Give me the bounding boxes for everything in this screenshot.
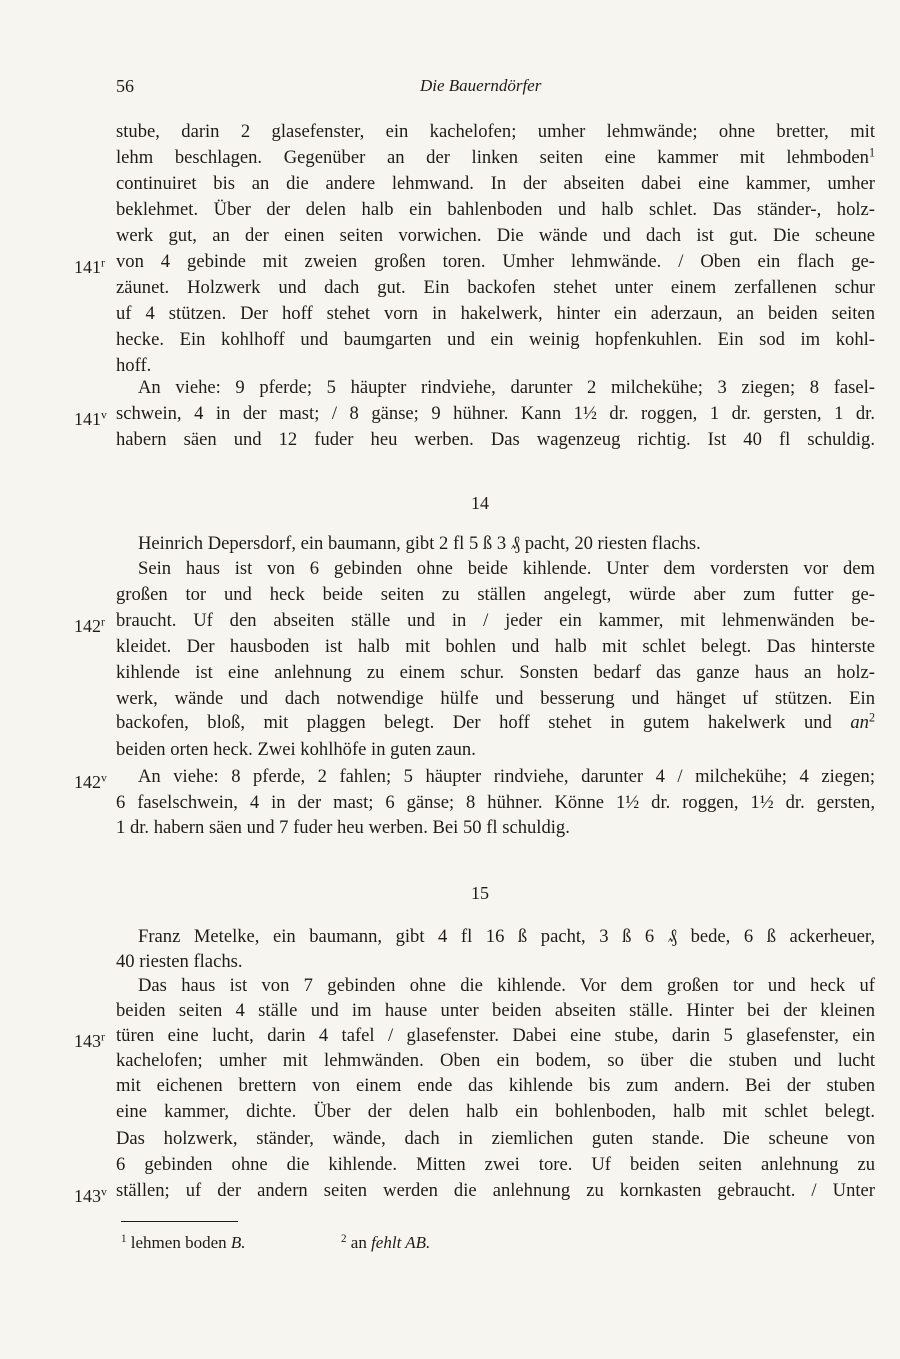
footnote-text: an <box>350 1233 367 1252</box>
text-line: von 4 gebinde mit zweien großen toren. Umher lehmwände. / Oben ein flach ge- <box>116 251 875 272</box>
text-line: türen eine lucht, darin 4 tafel / glasefenster. Dabei eine stube, darin 5 glasefenster, ein <box>116 1025 875 1046</box>
margin-note-143v <box>74 1184 116 1208</box>
margin-note-141v <box>74 407 116 431</box>
margin-note-text: 141 <box>74 257 101 277</box>
italic-word: an <box>850 712 869 733</box>
page-number: 56 <box>116 76 134 96</box>
text-line: großen tor und heck beide seiten zu ställen angelegt, würde aber zum futter ge- <box>116 584 875 605</box>
footnote-text: lehmen boden <box>130 1233 227 1252</box>
text-line: kachelofen; umher mit lehmwänden. Oben ein bodem, so über die stuben und lucht <box>116 1050 875 1071</box>
margin-note-text: 143 <box>74 1031 101 1051</box>
text-line: werk gut, an der einen seiten vorwichen. Die wände und dach ist gut. Die scheune <box>116 225 875 246</box>
margin-note-142r <box>74 614 116 638</box>
text-line: hoff. <box>116 355 152 376</box>
text-line: ställen; uf der andern seiten werden die anlehnung zu kornkasten gebraucht. / Unter <box>116 1180 875 1201</box>
text-line: Franz Metelke, ein baumann, gibt 4 fl 16 ß pacht, 3 ß 6 ₰ bede, 6 ß ackerheuer, <box>138 926 875 947</box>
text-line: beklehmet. Über der delen halb ein bahlenboden und halb schlet. Das ständer-, holz- <box>116 199 875 220</box>
text-line: An viehe: 8 pferde, 2 fahlen; 5 häupter rindviehe, darunter 4 / milchekühe; 4 ziegen; <box>138 766 875 787</box>
text-line: beiden orten heck. Zwei kohlhöfe in guten zaun. <box>116 739 476 760</box>
footnote-ref-1: 1 <box>868 145 875 160</box>
margin-note-sup: v <box>101 1185 107 1199</box>
text-line: hecke. Ein kohlhoff und baumgarten und ein weinig hopfenkuhlen. Ein sod im kohl- <box>116 329 875 350</box>
running-head: Die Bauerndörfer <box>420 76 542 95</box>
text-line: kihlende ist eine anlehnung zu einem schur. Sonsten bedarf das ganze haus an holz- <box>116 662 875 683</box>
text-line: zäunet. Holzwerk und dach gut. Ein backofen stehet unter einem zerfallenen schur <box>116 277 875 298</box>
text-line: schwein, 4 in der mast; / 8 gänse; 9 hühner. Kann 1½ dr. roggen, 1 dr. gersten, 1 dr. <box>116 403 875 424</box>
footnote-rule <box>121 1221 238 1222</box>
section-number-15: 15 <box>471 883 489 903</box>
margin-note-sup: r <box>101 615 105 629</box>
text-line: mit eichenen brettern von einem ende das kihlende bis zum andern. Bei der stuben <box>116 1075 875 1096</box>
text-line: 1 dr. habern säen und 7 fuder heu werben. Bei 50 fl schuldig. <box>116 817 570 838</box>
text-line-content: backofen, bloß, mit plaggen belegt. Der hoff stehet in gutem hakelwerk und <box>116 712 832 733</box>
text-line: kleidet. Der hausboden ist halb mit bohlen und halb mit schlet belegt. Das hinterste <box>116 636 875 657</box>
text-line: werk, wände und dach notwendige hülfe und besserung und hänget uf stützen. Ein <box>116 688 875 709</box>
text-line: Sein haus ist von 6 gebinden ohne beide kihlende. Unter dem vordersten vor dem <box>138 558 875 579</box>
text-line <box>116 710 875 736</box>
margin-note-text: 143 <box>74 1186 101 1206</box>
margin-note-sup: v <box>101 771 107 785</box>
text-line: continuiret bis an die andere lehmwand. In der abseiten dabei eine kammer, umher <box>116 173 875 194</box>
margin-note-142v <box>74 770 116 794</box>
footnote-italic: B. <box>230 1233 246 1252</box>
margin-note-141r <box>74 255 116 279</box>
margin-note-text: 142 <box>74 772 101 792</box>
margin-note-sup: r <box>101 256 105 270</box>
footnote-mark: 1 <box>121 1232 127 1245</box>
margin-note-text: 142 <box>74 616 101 636</box>
text-line: Heinrich Depersdorf, ein baumann, gibt 2 fl 5 ß 3 ₰ pacht, 20 riesten flachs. <box>138 533 701 554</box>
text-line: beiden seiten 4 ställe und im hause unter beiden abseiten ställe. Hinter bei der kleinen <box>116 1000 875 1021</box>
text-line: uf 4 stützen. Der hoff stehet vorn in hakelwerk, hinter ein aderzaun, an beiden seiten <box>116 303 875 324</box>
text-line: 6 gebinden ohne die kihlende. Mitten zwei tore. Uf beiden seiten anlehnung zu <box>116 1154 875 1175</box>
margin-note-sup: v <box>101 408 107 422</box>
section-number-14: 14 <box>471 493 489 513</box>
text-line: 40 riesten flachs. <box>116 951 243 972</box>
text-line: An viehe: 9 pferde; 5 häupter rindviehe, darunter 2 milchekühe; 3 ziegen; 8 fasel- <box>138 377 875 398</box>
text-line: stube, darin 2 glasefenster, ein kachelofen; umher lehmwände; ohne bretter, mit <box>116 121 875 142</box>
text-line: habern säen und 12 fuder heu werben. Das wagenzeug richtig. Ist 40 fl schuldig. <box>116 429 875 450</box>
margin-note-sup: r <box>101 1030 105 1044</box>
text-line: 6 faselschwein, 4 in der mast; 6 gänse; 8 hühner. Könne 1½ dr. roggen, 1½ dr. gersten, <box>116 792 875 813</box>
text-line: eine kammer, dichte. Über der delen halb ein bohlenboden, halb mit schlet belegt. <box>116 1101 875 1122</box>
footnote-mark: 2 <box>341 1232 347 1245</box>
footnote-2 <box>341 1231 430 1255</box>
margin-note-text: 141 <box>74 409 101 429</box>
text-line: braucht. Uf den abseiten ställe und in / jeder ein kammer, mit lehmenwänden be- <box>116 610 875 631</box>
text-line: Das holzwerk, ständer, wände, dach in ziemlichen guten stande. Die scheune von <box>116 1128 875 1149</box>
text-line <box>116 145 875 171</box>
margin-note-143r <box>74 1029 116 1053</box>
footnote-italic: fehlt AB. <box>371 1233 431 1252</box>
footnote-1 <box>121 1231 246 1255</box>
text-line-content: lehm beschlagen. Gegenüber an der linken seiten eine kammer mit lehmboden <box>116 147 869 168</box>
footnote-ref-2: 2 <box>868 710 875 725</box>
text-line: Das haus ist von 7 gebinden ohne die kihlende. Vor dem großen tor und heck uf <box>138 975 875 996</box>
